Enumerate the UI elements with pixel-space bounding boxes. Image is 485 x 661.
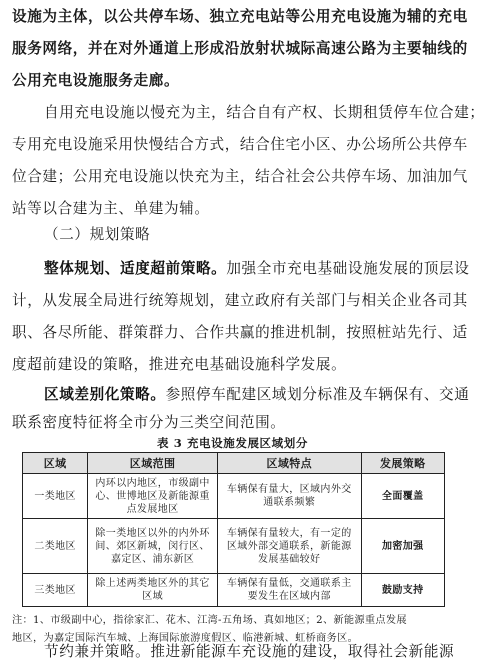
region-name: 三类地区 [23, 574, 88, 607]
feature-line: 车辆保有量低，交通联系主 [226, 578, 352, 589]
paragraph-3-line-2: 计，从发展全局进行统筹规划，建立政府有关部门与相关企业各司其 [12, 292, 468, 309]
paragraph-3-lead: 整体规划、适度超前策略。 [44, 260, 227, 277]
region-range [88, 519, 218, 574]
paragraph-2-line-3: 位合建；公用充电设施以快充为主，结合社会公共停车场、加油加气 [12, 168, 468, 185]
feature-line: 区域外部交通联系，新能源 [226, 540, 352, 552]
table-row [23, 474, 445, 519]
range-line: 点发展地区 [126, 503, 179, 515]
header-region: 区域 [23, 453, 88, 474]
paragraph-5-partial-line: 节约兼并策略。推进新能源车充设施的建设，取得社会新能源 [44, 643, 455, 660]
range-line: 除上述两类地区外的其它 [95, 578, 210, 589]
table-row [23, 519, 445, 574]
feature-line: 车辆保有量较大，有一定的 [226, 527, 352, 539]
range-line: 嘉定区、浦东新区 [111, 553, 195, 565]
paragraph-2-line-4: 站等以合建为主、单建为辅。 [12, 200, 210, 217]
cut-off-paragraph [0, 643, 465, 660]
paragraph-2-line-2: 专用充电设施采用快慢结合方式，结合住宅小区、办公场所公共停车 [12, 136, 468, 153]
paragraph-3-line-4: 度超前建设的策略，推进充电基础设施科学发展。 [12, 356, 347, 373]
section-heading: （二）规划策略 [44, 226, 151, 243]
range-line: 内环以内地区，市级副中 [95, 477, 210, 489]
region-name: 二类地区 [23, 519, 88, 574]
paragraph-4-lead: 区域差别化策略。 [44, 386, 166, 403]
feature-line: 车辆保有量大，区域内外交 [226, 484, 352, 495]
region-range [88, 474, 218, 519]
region-features [217, 574, 361, 607]
paragraph-4-line-1-rest: 参照停车配建区域划分标准及车辆保有、交通 [165, 386, 470, 403]
region-strategy: 鼓励支持 [361, 574, 444, 607]
region-range [88, 574, 218, 607]
paragraph-4-line-2: 联系密度特征将全市分为三类空间范围。 [12, 414, 286, 431]
table-note-line-1: 注：1、市级副中心，指徐家汇、花木、江湾-五角场、真如地区；2、新能源重点发展 [12, 615, 407, 626]
region-strategy: 全面覆盖 [361, 474, 444, 519]
paragraph-1-line-3: 公用充电设施服务走廊。 [12, 72, 180, 89]
feature-line: 发展基础较好 [258, 553, 321, 565]
range-line: 心、世博地区及新能源重 [95, 490, 210, 502]
region-features [217, 519, 361, 574]
header-features: 区域特点 [217, 453, 361, 474]
paragraph-3-line-1-rest: 加强全市充电基础设施发展的顶层设 [226, 260, 470, 277]
header-strategy: 发展策略 [361, 453, 444, 474]
table-row [23, 574, 445, 607]
range-line: 除一类地区以外的内外环 [95, 527, 210, 539]
feature-line: 要发生在区域内部 [247, 591, 331, 602]
header-range: 区域范围 [88, 453, 218, 474]
paragraph-4-line-1 [44, 386, 469, 404]
table-note-line-2: 地区，为嘉定国际汽车城、上海国际旅游度假区、临港新城、虹桥商务区。 [12, 633, 359, 644]
feature-line: 通联系频繁 [263, 497, 316, 508]
region-strategy: 加密加强 [361, 519, 444, 574]
paragraph-2-line-1: 自用充电设施以慢充为主，结合自有产权、长期租赁停车位合建； [44, 104, 485, 121]
zone-table [22, 452, 445, 607]
paragraph-3-line-3: 职、各尽所能、群策群力、合作共赢的推进机制，按照桩站先行、适 [12, 324, 468, 341]
paragraph-1-line-1: 设施为主体，以公共停车场、独立充电站等公用充电设施为辅的充电 [12, 8, 468, 25]
table-header-row [23, 453, 445, 474]
paragraph-3-line-1 [44, 260, 469, 278]
paragraph-1-line-2: 服务网络，并在对外通道上形成沿放射状城际高速公路为主要轴线的 [12, 40, 468, 57]
region-features [217, 474, 361, 519]
region-name: 一类地区 [23, 474, 88, 519]
range-line: 区域 [142, 591, 163, 602]
range-line: 间、郊区新城，闵行区、 [95, 540, 210, 552]
table-caption: 表 3 充电设施发展区域划分 [157, 436, 308, 450]
